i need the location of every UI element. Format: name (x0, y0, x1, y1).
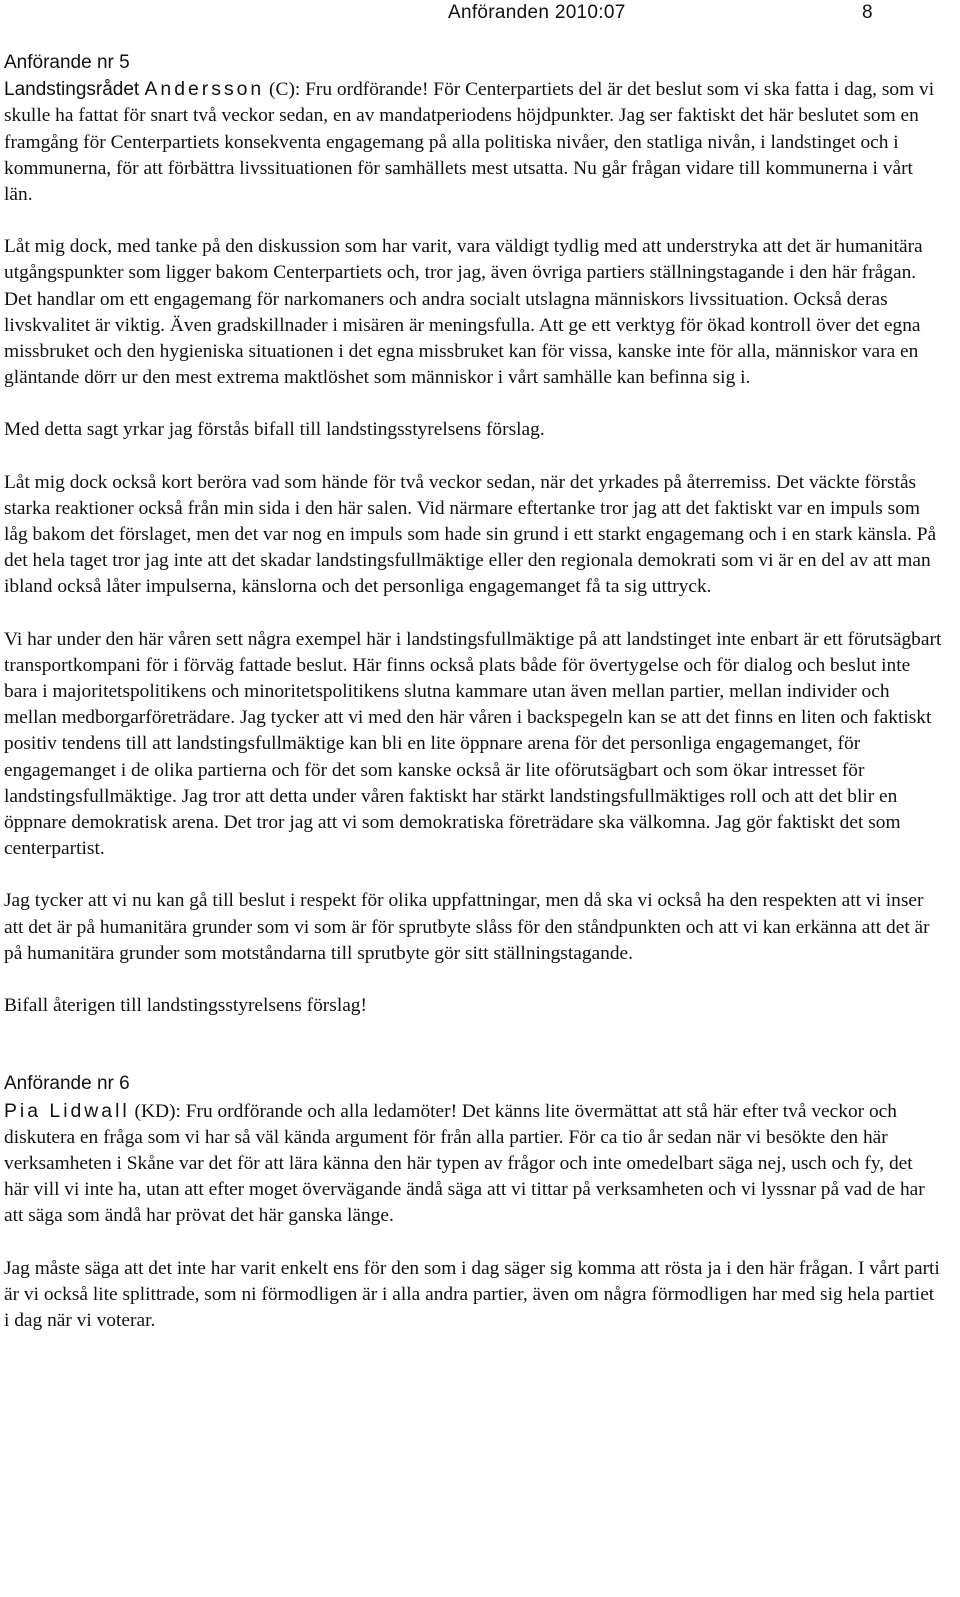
paragraph-text: (KD): Fru ordförande och alla ledamöter! Det känns lite övermättat att stå här efter två veckor och diskutera en fråga som vi har så väl kända argument för från alla partier. För ca tio år sedan när vi besökte den här verksamheten i Skåne var det för att lära känna den här typen av frågor och inte omedelbart säga nej, usch och fy, det här vill vi inte ha, utan att efter moget övervägande ändå säga att vi tittar på verksamheten och vi lyssnar på vad de har att säga som ändå har prövat det här ganska länge. (4, 1100, 925, 1227)
paragraph: Låt mig dock också kort beröra vad som hände för två veckor sedan, när det yrkades på återremiss. Det väckte förstås starka reaktioner också från min sida i den här salen. Vid närmare eftertanke tror jag att det faktiskt var en impuls som låg bakom det förslaget, men det var nog en impuls som hade sin grund i ett starkt engagemang och i en stark känsla. På det hela taget tror jag inte att det skadar landstingsfullmäktige eller den regionala demokrati som vi är en del av att man ibland också låter impulserna, känslorna och det personliga engagemanget få ta sig uttryck. (4, 471, 937, 598)
speech-heading: Anförande nr 6 (4, 1073, 130, 1095)
paragraph: Jag tycker att vi nu kan gå till beslut i respekt för olika uppfattningar, men då ska vi också ha den respekten att vi inser att det är på humanitära grunder som vi som är för sprutbyte slåss för den ståndpunkten och att vi kan erkänna att det är på humanitära grunder som motståndarna till sprutbyte gör sitt ställningstagande. (4, 890, 930, 964)
speech-heading: Anförande nr 5 (4, 52, 130, 73)
paragraph: Med detta sagt yrkar jag förstås bifall till landstingsstyrelsens förslag. (4, 419, 545, 441)
speech-section (4, 50, 942, 1019)
paragraph: Låt mig dock, med tanke på den diskussion som har varit, vara väldigt tydlig med att understryka att det är humanitära utgångspunkter som ligger bakom Centerpartiets och, tror jag, även övriga partiers ställningstagande i den här frågan. Det handlar om ett engagemang för narkomaners och andra socialt utslagna människors livssituation. Också deras livskvalitet är viktig. Även gradskillnader i misären är meningsfulla. Att ge ett verktyg för ökad kontroll över det egna missbruket och den hygieniska situationen i det egna missbruket kan för vissa, kanske inte för alla, människor vara en gläntande dörr ur den mest extrema maktlöshet som människor i vårt samhälle kan befinna sig i. (4, 236, 923, 389)
speaker-name: Pia Lidwall (4, 1099, 130, 1122)
paragraph (4, 76, 942, 208)
paragraph-text: (C): Fru ordförande! För Centerpartiets del är det beslut som vi ska fatta i dag, som vi skulle ha fattat för snart två veckor sedan, en av mandatperiodens höjdpunkter. Jag ser faktiskt det här beslutet som en framgång för Centerpartiets konsekventa engagemang på alla politiska nivåer, den statliga nivån, i landstinget och i kommunerna, för att förbättra livssituationen för samhällets mest utsatta. Nu går frågan vidare till kommunerna i vårt län. (4, 79, 935, 206)
speaker-title: Landstingsrådet (4, 79, 145, 101)
document-body (4, 50, 942, 1386)
page-header (0, 2, 960, 28)
speech-section (4, 1071, 942, 1334)
speaker-name: Andersson (144, 78, 265, 101)
paragraph: Bifall återigen till landstingsstyrelsens förslag! (4, 995, 367, 1017)
paragraph: Jag måste säga att det inte har varit enkelt ens för den som i dag säger sig komma att rösta ja i den här frågan. I vårt parti är vi också lite splittrade, som ni förmodligen är i alla andra partier, även om några förmodligen har med sig hela partiet i dag när vi voterar. (4, 1257, 940, 1331)
paragraph: Vi har under den här våren sett några exempel här i landstingsfullmäktige på att landstinget inte enbart är ett förutsägbart transportkompani för i förväg fattade beslut. Här finns också plats både för övertygelse och för dialog och beslut inte bara i majoritetspolitikens och minoritetspolitikens slutna kammare utan även mellan partier, mellan individer och mellan medborgarföreträdare. Jag tycker att vi med den här våren i backspegeln kan se att det finns en liten och faktiskt positiv tendens till att landstingsfullmäktige kan bli en lite öppnare arena för det personliga engagemanget, för engagemanget i de olika partierna och för det som kanske också är lite oförutsägbart och som ökar intresset för landstingsfullmäktige. Jag tror att detta under våren faktiskt har stärkt landstingsfullmäktiges roll och att det blir en öppnare demokratisk arena. Det tror jag att vi som demokratiska företrädare ska välkomna. Jag gör faktiskt det som centerpartist. (4, 628, 942, 860)
page-number: 8 (862, 2, 873, 23)
header-title: Anföranden 2010:07 (448, 2, 626, 23)
paragraph (4, 1098, 942, 1230)
